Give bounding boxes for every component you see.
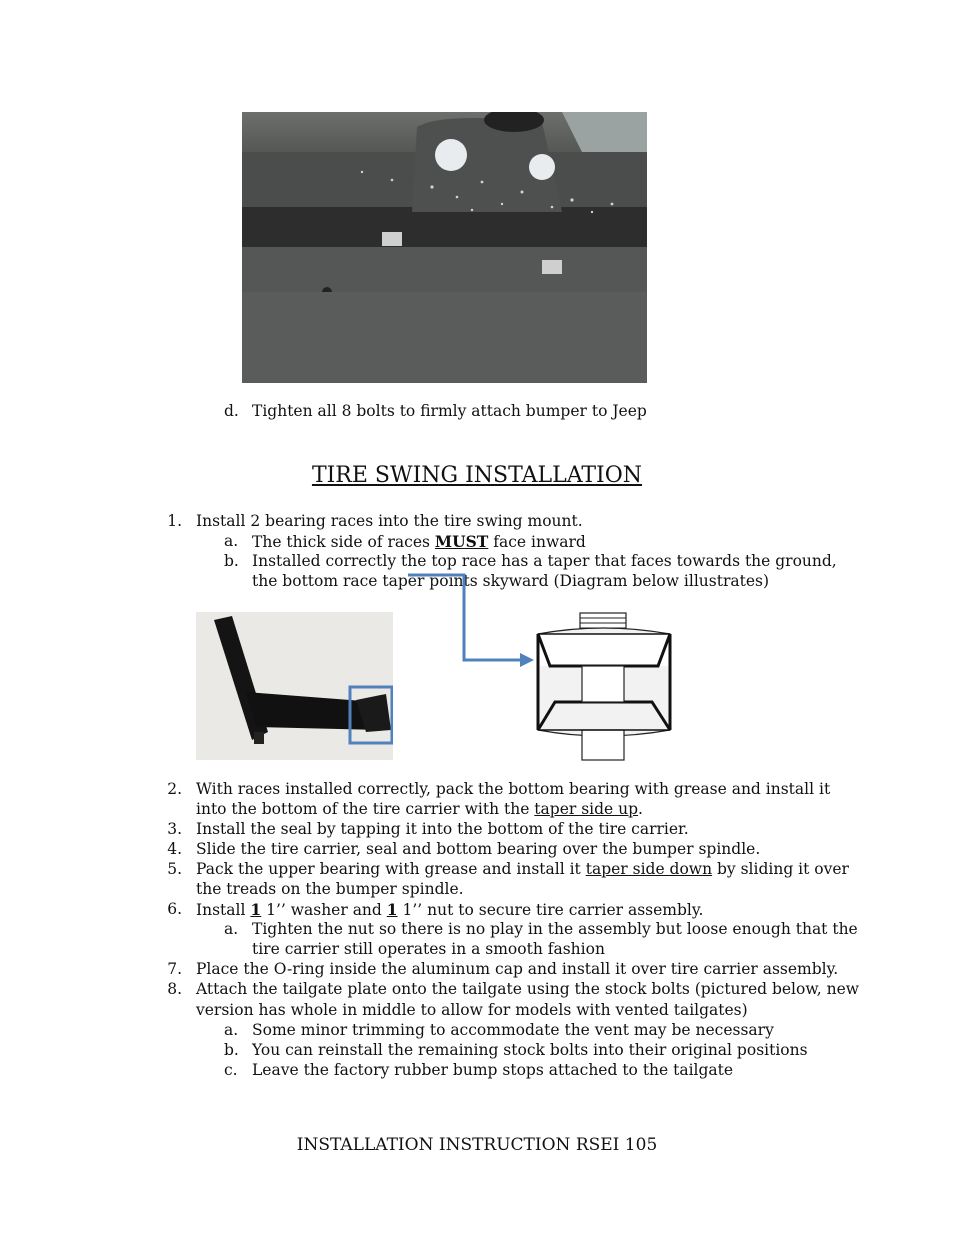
tire-swing-mount-photo	[196, 612, 393, 760]
step-6a-marker: a.	[224, 920, 239, 938]
step-d-text: Tighten all 8 bolts to firmly attach bumper to Jeep	[252, 402, 647, 420]
step-1-text: Install 2 bearing races into the tire swing mount.	[196, 512, 583, 530]
step-1b-line2: the bottom race taper points skyward (Diagram below illustrates)	[252, 572, 770, 590]
step-6-text: Install 1 1’’ washer and 1 1’’ nut to secure tire carrier assembly.	[196, 900, 704, 919]
step-4-number: 4.	[167, 840, 182, 858]
step-1b-line1: Installed correctly the top race has a taper that faces towards the ground,	[252, 552, 837, 570]
step-8a-marker: a.	[224, 1021, 239, 1039]
step-8c-text: Leave the factory rubber bump stops attached to the tailgate	[252, 1061, 734, 1079]
step-1-number: 1.	[167, 512, 182, 530]
section-heading: TIRE SWING INSTALLATION	[311, 463, 643, 488]
step-4-text: Slide the tire carrier, seal and bottom bearing over the bumper spindle.	[196, 840, 761, 858]
step-6-number: 6.	[167, 900, 182, 918]
step-8-line2: version has whole in middle to allow for models with vented tailgates)	[196, 1001, 748, 1019]
step-1b-marker: b.	[224, 552, 239, 570]
bumper-mount-photo	[242, 112, 647, 383]
step-8b-marker: b.	[224, 1041, 239, 1059]
step-5-line1: Pack the upper bearing with grease and install it taper side down by sliding it over	[196, 860, 849, 878]
step-8b-text: You can reinstall the remaining stock bolts into their original positions	[252, 1041, 808, 1059]
step-7-text: Place the O-ring inside the aluminum cap and install it over tire carrier assembly.	[196, 960, 839, 978]
step-3-text: Install the seal by tapping it into the bottom of the tire carrier.	[196, 820, 689, 838]
step-5-line2: the treads on the bumper spindle.	[196, 880, 464, 898]
step-8a-text: Some minor trimming to accommodate the vent may be necessary	[252, 1021, 774, 1039]
step-2-line1: With races installed correctly, pack the bottom bearing with grease and install it	[196, 780, 831, 798]
step-5-number: 5.	[167, 860, 182, 878]
step-7-number: 7.	[167, 960, 182, 978]
step-6a-line1: Tighten the nut so there is no play in the assembly but loose enough that the	[252, 920, 858, 938]
step-8-line1: Attach the tailgate plate onto the tailgate using the stock bolts (pictured below, new	[196, 980, 860, 998]
step-2-line2: into the bottom of the tire carrier with the taper side up.	[196, 800, 643, 818]
step-1a-text: The thick side of races MUST face inward	[252, 532, 586, 551]
step-8-number: 8.	[167, 980, 182, 998]
step-1a-marker: a.	[224, 532, 239, 550]
step-2-number: 2.	[167, 780, 182, 798]
page-footer: INSTALLATION INSTRUCTION RSEI 105	[296, 1135, 658, 1155]
step-8c-marker: c.	[224, 1061, 238, 1079]
step-3-number: 3.	[167, 820, 182, 838]
bearing-race-diagram	[400, 570, 700, 770]
step-6a-line2: tire carrier still operates in a smooth fashion	[252, 940, 605, 958]
step-d-marker: d.	[224, 402, 239, 420]
